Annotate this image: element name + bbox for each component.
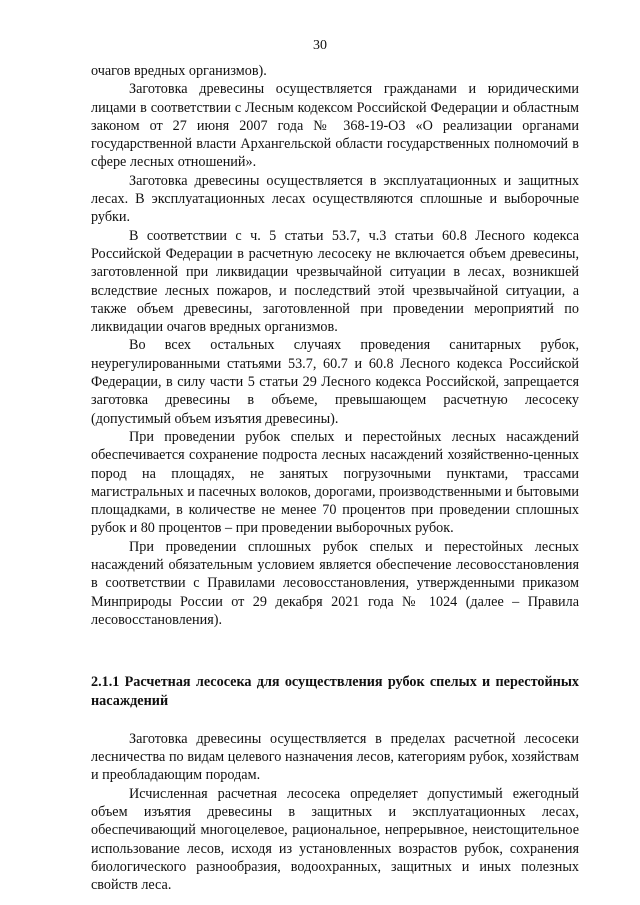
section-heading: 2.1.1 Расчетная лесосека для осуществления рубок спелых и перестойных насаждений xyxy=(91,674,579,709)
paragraph: Заготовка древесины осуществляется в пределах расчетной лесосеки лесничества по видам целевого назначения лесов, категориям рубок, хозяйствам и преобладающим породам. xyxy=(91,730,579,784)
paragraph: Заготовка древесины осуществляется гражданами и юридическими лицами в соответствии с Лесным кодексом Российской Федерации и областным законом от 27 июня 2007 года № 368-19-ОЗ «О реализации органами государственной власти Архангельской области государственных полномочий в сфере лесных отношений». xyxy=(91,81,579,171)
paragraph: В соответствии с ч. 5 статьи 53.7, ч.3 статьи 60.8 Лесного кодекса Российской Федерации в расчетную лесосеку не включается объем древесины, заготовленной при ликвидации чрезвычайной ситуации в лесах, возникшей вследствие лесных пожаров, и последствий этой чрезвычайной ситуации, а также объем древесины, заготовленной при проведении мероприятий по ликвидации очагов вредных организмов. xyxy=(91,227,579,336)
paragraph: При проведении рубок спелых и перестойных лесных насаждений обеспечивается сохранение подроста лесных насаждений хозяйственно-ценных пород на площадях, не занятых погрузочными пунктами, трассами магистральных и пасечных волоков, дорогами, производственными и бытовыми площадками, в количестве не менее 70 процентов при проведении сплошных рубок и 80 процентов – при проведении выборочных рубок. xyxy=(91,428,579,537)
page-number: 30 xyxy=(313,38,327,53)
paragraph: Во всех остальных случаях проведения санитарных рубок, неурегулированными статьями 53.7, 60.7 и 60.8 Лесного кодекса Российской Федерации, в силу части 5 статьи 29 Лесного кодекса Российской, запрещается заготовка древесины в объеме, превышающем расчетную лесосеку (допустимый объем изъятия древесины). xyxy=(91,337,579,427)
document-body xyxy=(91,62,579,894)
paragraph: очагов вредных организмов). xyxy=(91,63,267,79)
paragraph: Исчисленная расчетная лесосека определяет допустимый ежегодный объем изъятия древесины в защитных и эксплуатационных лесах, обеспечивающий многоцелевое, рациональное, непрерывное, неистощительное использование лесов, исходя из установленных возрастов рубок, сохранения биологического разнообразия, водоохранных, защитных и иных полезных свойств леса. xyxy=(91,785,579,894)
paragraph: Заготовка древесины осуществляется в эксплуатационных и защитных лесах. В эксплуатационных лесах осуществляются сплошные и выборочные рубки. xyxy=(91,172,579,226)
paragraph: При проведении сплошных рубок спелых и перестойных лесных насаждений обязательным условием является обеспечение лесовосстановления в соответствии с Правилами лесовосстановления, утвержденными приказом Минприроды России от 29 декабря 2021 года № 1024 (далее – Правила лесовосстановления). xyxy=(91,538,579,628)
